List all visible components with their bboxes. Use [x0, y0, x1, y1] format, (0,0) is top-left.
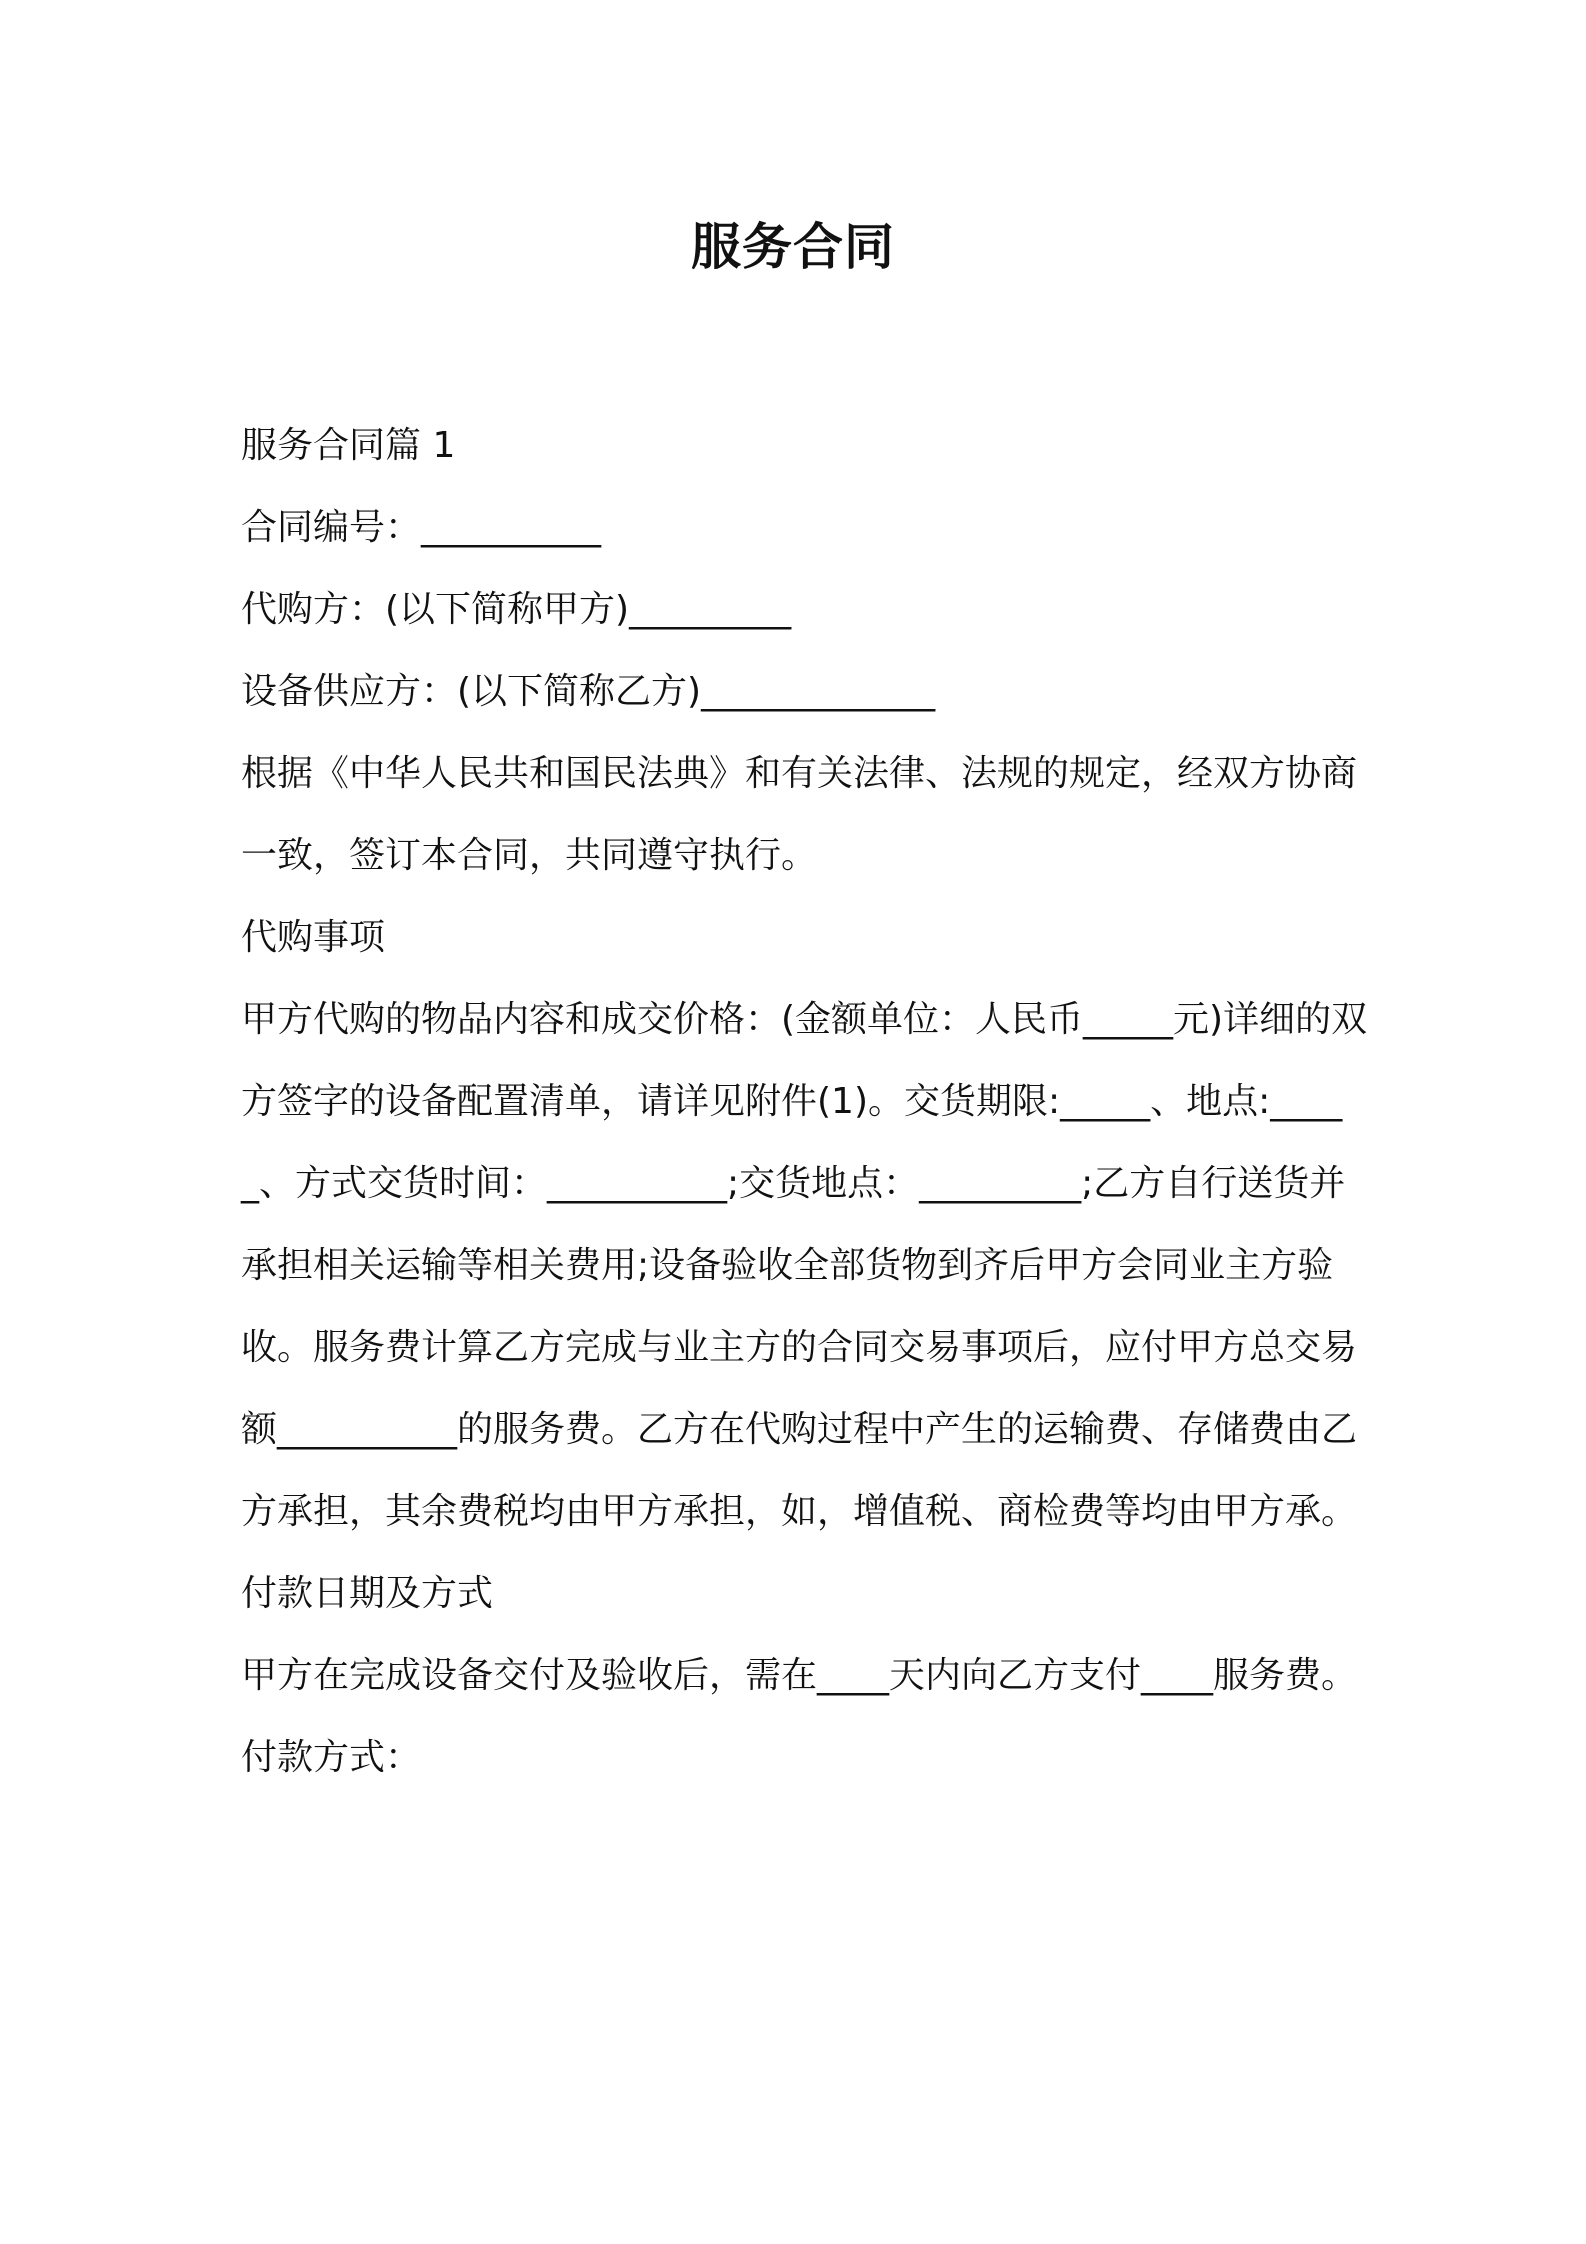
- section-heading: 付款方式：: [241, 1737, 422, 1778]
- party-a-line: 代购方：(以下简称甲方)_________: [241, 589, 792, 630]
- contract-number-line: 合同编号：__________: [241, 507, 602, 548]
- payment-terms-paragraph: 甲方在完成设备交付及验收后，需在____天内向乙方支付____服务费。: [241, 1655, 1358, 1696]
- preamble-paragraph: 根据《中华人民共和国民法典》和有关法律、法规的规定，经双方协商一致，签订本合同，共同遵守执行。: [241, 753, 1358, 876]
- document-body: [241, 405, 1371, 1799]
- purchase-terms-paragraph: 甲方代购的物品内容和成交价格：(金额单位：人民币_____元)详细的双方签字的设备配置清单，请详见附件(1)。交货期限:_____、地点:_____、方式交货时间：__________;交货地点：_________;乙方自行送货并承担相关运输等相关费用;设备验收全部货物到齐后甲方会同业主方验收。服务费计算乙方完成与业主方的合同交易事项后，应付甲方总交易额__________的服务费。乙方在代购过程中产生的运输费、存储费由乙方承担，其余费税均由甲方承担，如，增值税、商检费等均由甲方承。: [241, 999, 1368, 1532]
- party-b-line: 设备供应方：(以下简称乙方)_____________: [241, 671, 936, 712]
- document-title: 服务合同: [691, 218, 895, 276]
- section-heading: 服务合同篇 1: [241, 425, 456, 466]
- section-heading: 代购事项: [241, 917, 386, 958]
- section-heading: 付款日期及方式: [241, 1573, 494, 1614]
